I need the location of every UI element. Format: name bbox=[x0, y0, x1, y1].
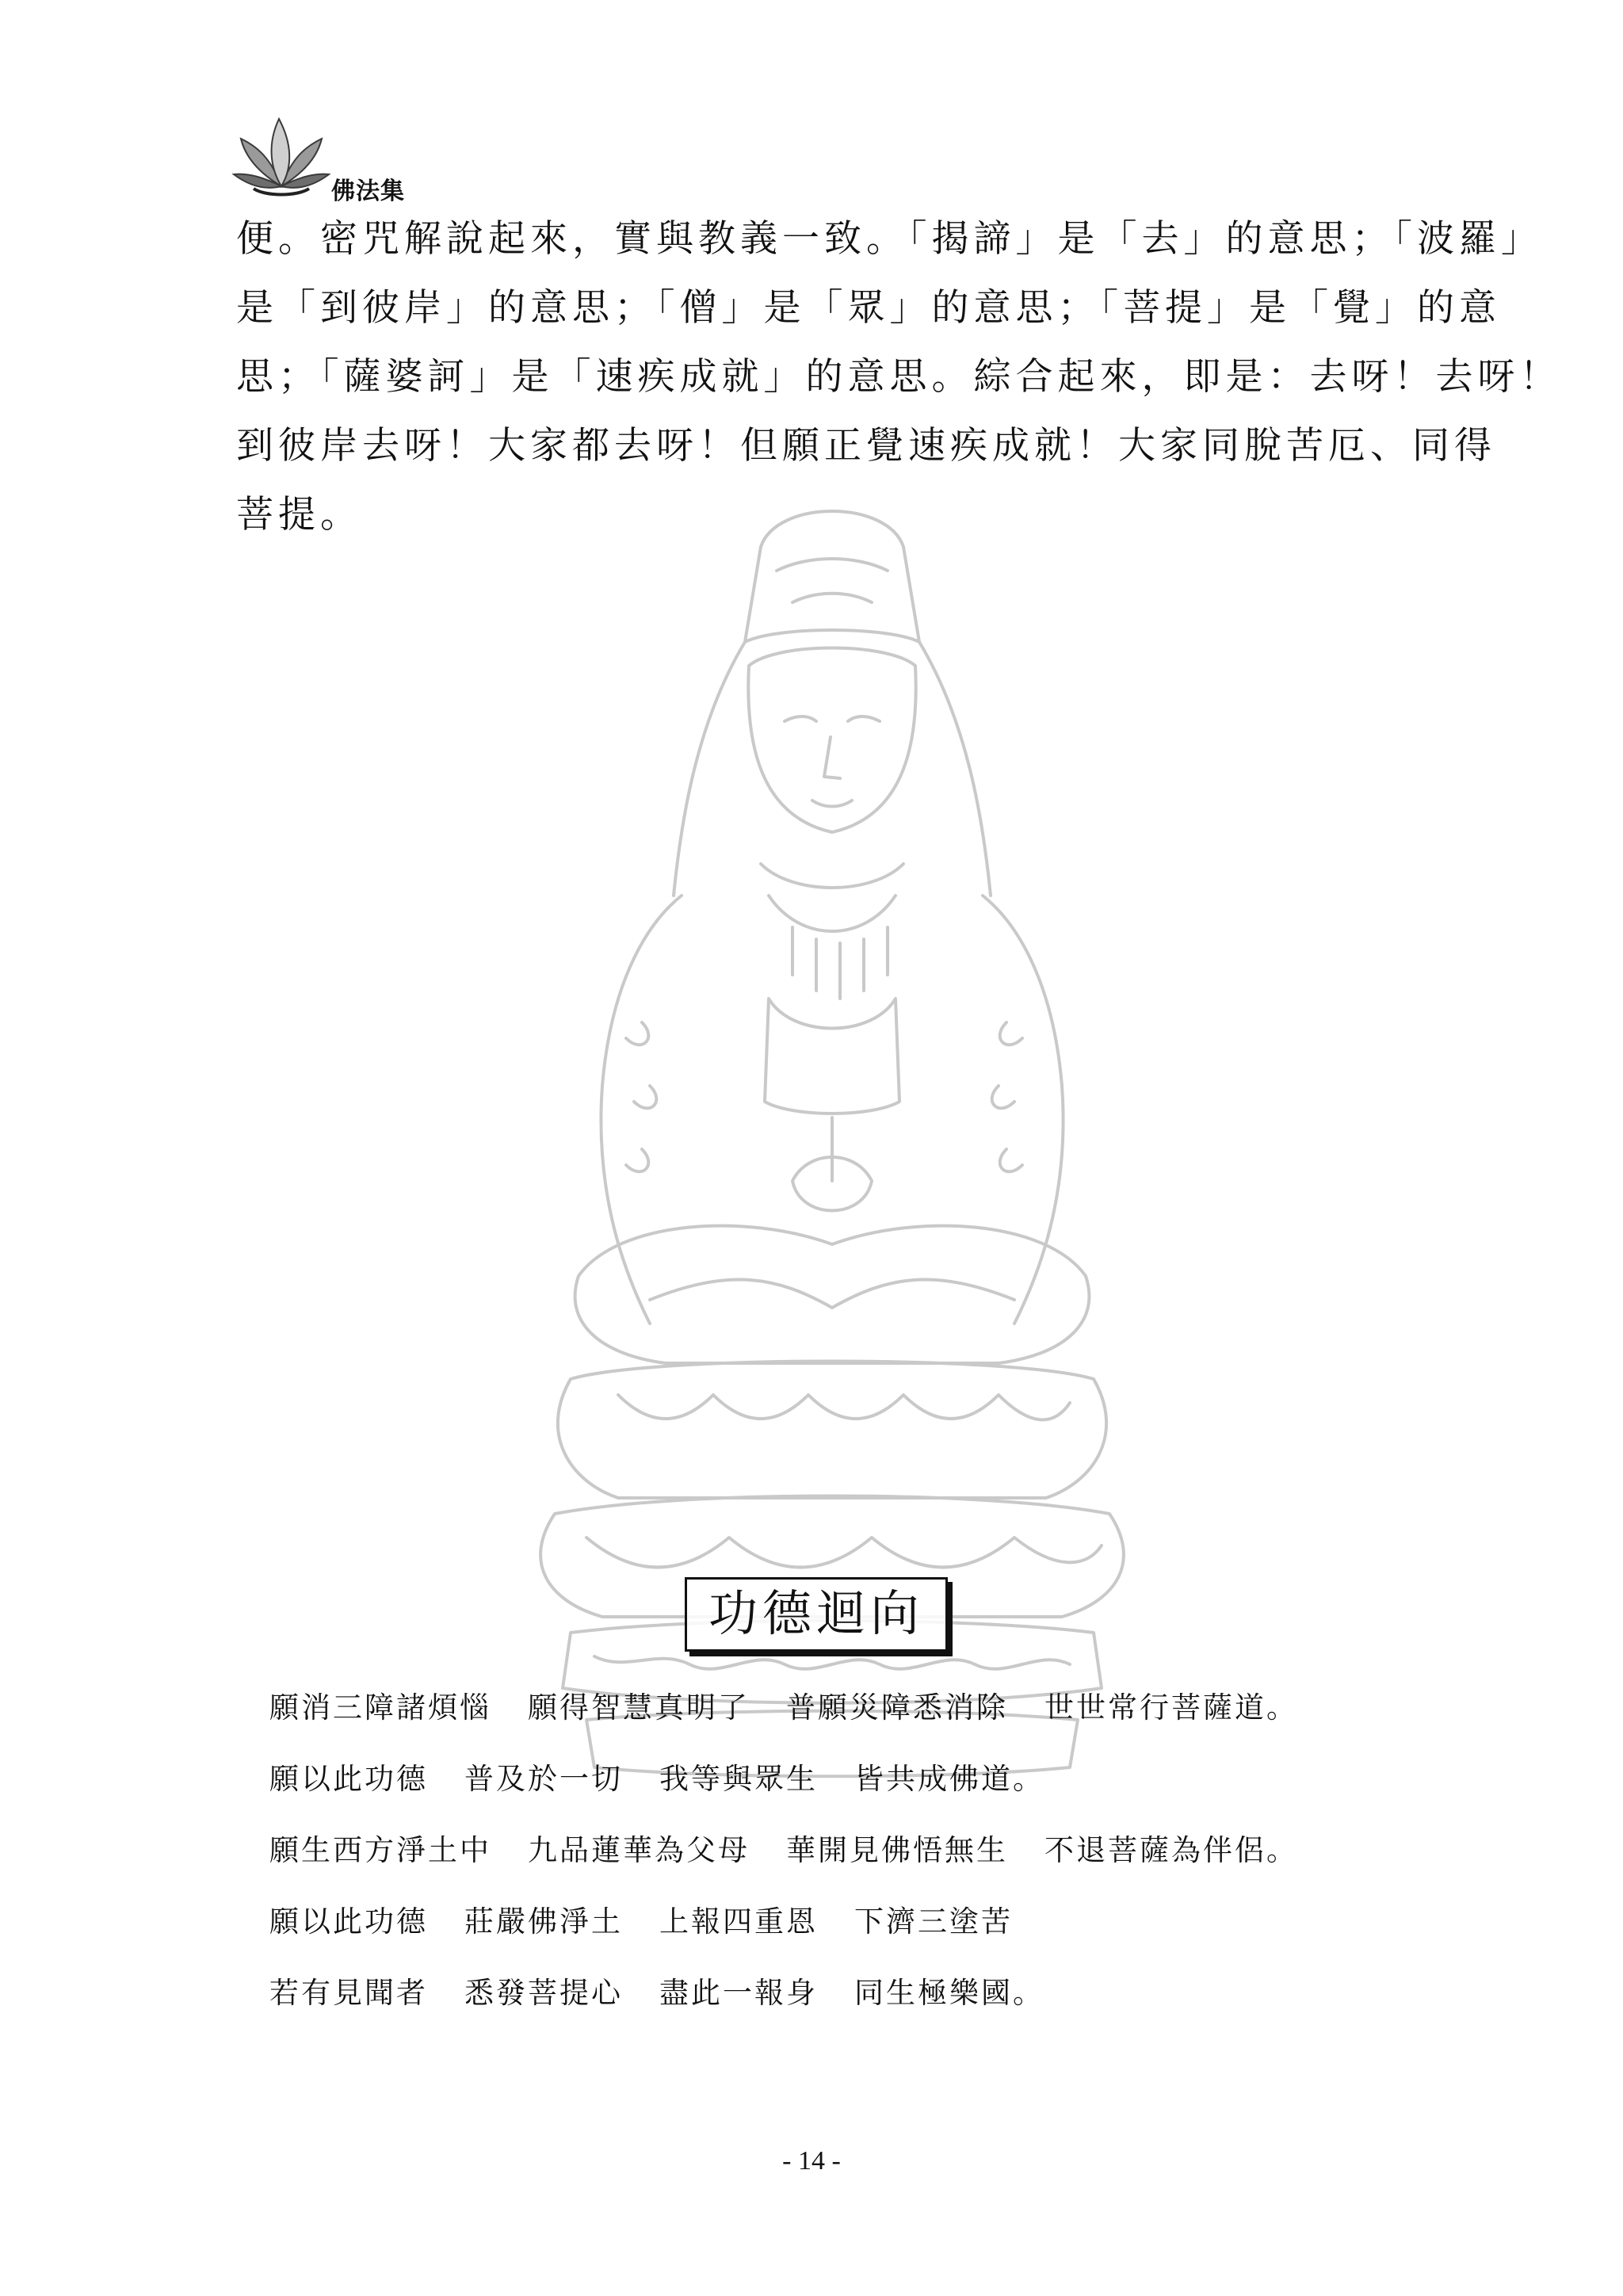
verse-phrase: 盡此一報身 bbox=[659, 1976, 818, 2010]
verse-line bbox=[269, 1815, 1411, 1886]
verse-phrase: 華開見佛悟無生 bbox=[786, 1833, 1008, 1867]
verse-phrase: 九品蓮華為父母 bbox=[528, 1833, 750, 1867]
body-line: 思；「薩婆訶」是「速疾成就」的意思。綜合起來，即是：去呀！去呀！ bbox=[236, 355, 1562, 399]
verse-phrase: 不退菩薩為伴侶。 bbox=[1044, 1833, 1298, 1867]
header-title: 佛法集 bbox=[331, 178, 405, 205]
verse-line bbox=[269, 1958, 1411, 2029]
header-logo bbox=[230, 111, 436, 206]
dedication-verses bbox=[269, 1672, 1411, 2029]
verse-phrase: 莊嚴佛淨土 bbox=[464, 1904, 623, 1939]
body-line: 到彼岸去呀！大家都去呀！但願正覺速疾成就！大家同脫苦厄、同得 bbox=[236, 424, 1496, 468]
verse-line bbox=[269, 1744, 1411, 1815]
body-line: 是「到彼岸」的意思；「僧」是「眾」的意思；「菩提」是「覺」的意 bbox=[236, 286, 1501, 330]
verse-phrase: 同生極樂國。 bbox=[854, 1976, 1044, 2010]
verse-phrase: 我等與眾生 bbox=[659, 1762, 818, 1796]
verse-phrase: 願生西方淨土中 bbox=[269, 1833, 491, 1867]
body-line: 菩提。 bbox=[236, 493, 362, 537]
verse-phrase: 普及於一切 bbox=[464, 1762, 623, 1796]
verse-phrase: 皆共成佛道。 bbox=[854, 1762, 1044, 1796]
verse-phrase: 願得智慧真明了 bbox=[528, 1690, 750, 1725]
section-title: 功德迴向 bbox=[685, 1577, 948, 1652]
body-line: 便。密咒解說起來，實與教義一致。「揭諦」是「去」的意思；「波羅」 bbox=[236, 217, 1543, 261]
verse-phrase: 若有見聞者 bbox=[269, 1976, 428, 2010]
body-paragraph bbox=[236, 204, 1562, 549]
verse-phrase: 願以此功德 bbox=[269, 1762, 428, 1796]
lotus-icon bbox=[230, 111, 333, 198]
page-number: - 14 - bbox=[782, 2146, 841, 2176]
verse-phrase: 願以此功德 bbox=[269, 1904, 428, 1939]
verse-phrase: 願消三障諸煩惱 bbox=[269, 1690, 491, 1725]
verse-line bbox=[269, 1886, 1411, 1958]
verse-phrase: 世世常行菩薩道。 bbox=[1044, 1690, 1298, 1725]
verse-line bbox=[269, 1672, 1411, 1744]
verse-phrase: 下濟三塗苦 bbox=[854, 1904, 1013, 1939]
verse-phrase: 普願災障悉消除 bbox=[786, 1690, 1008, 1725]
verse-phrase: 上報四重恩 bbox=[659, 1904, 818, 1939]
verse-phrase: 悉發菩提心 bbox=[464, 1976, 623, 2010]
